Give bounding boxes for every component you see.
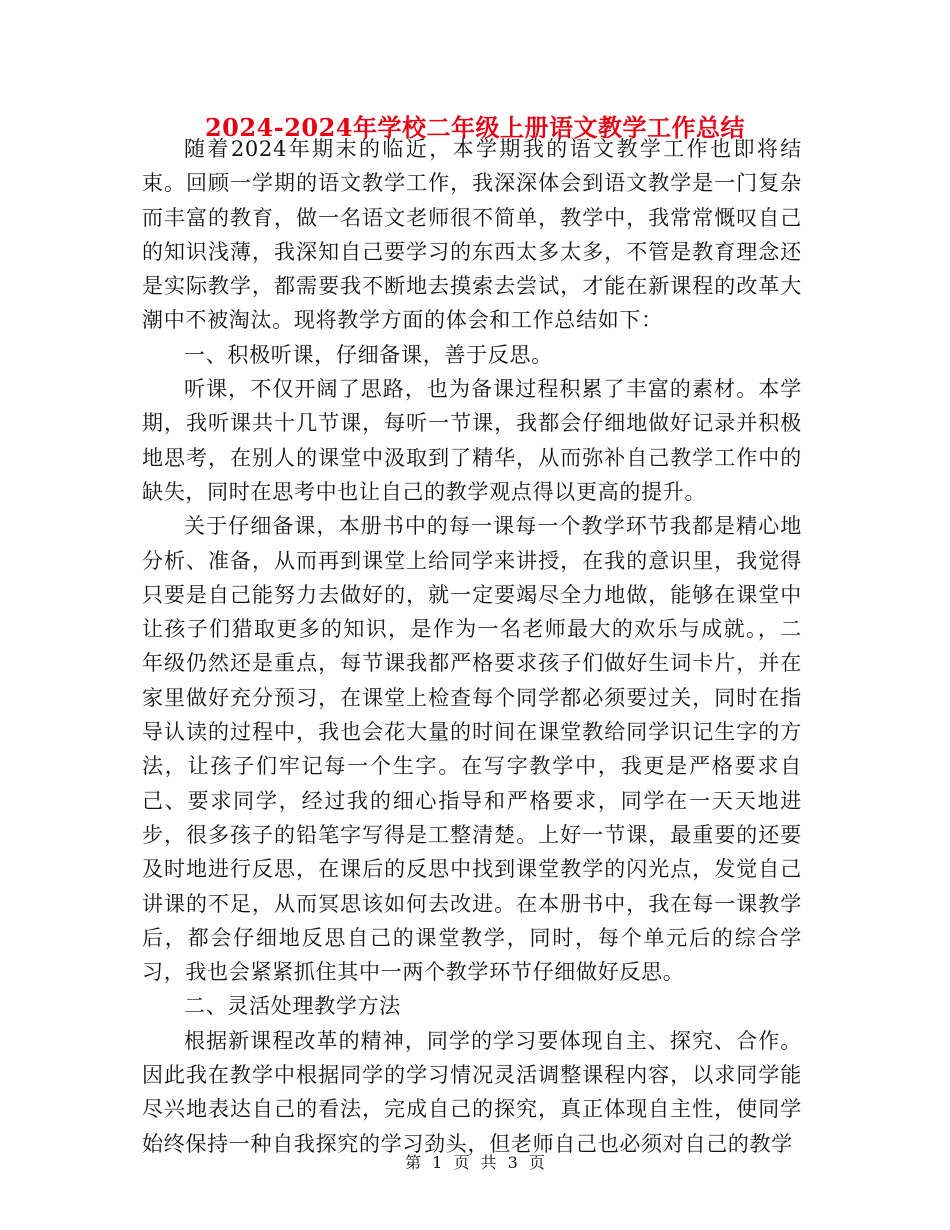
paragraph-intro: 随着2024年期末的临近，本学期我的语文教学工作也即将结束。回顾一学期的语文教学工作，我深深体会到语文教学是一门复杂而丰富的教育，做一名语文老师很不简单，教学中，我常常慨叹自己的知识浅薄，我深知自己要学习的东西太多太多，不管是教育理念还是实际教学，都需要我不断地去摸索去尝试，才能在新课程的改革大潮中不被淘汰。现将教学方面的体会和工作总结如下：	[142, 137, 802, 333]
section-heading-1: 一、积极听课，仔细备课，善于反思。	[184, 342, 553, 367]
section-heading-2: 二、灵活处理教学方法	[184, 994, 401, 1019]
document-title: 2024-2024年学校二年级上册语文教学工作总结	[204, 113, 746, 142]
paragraph-preparation: 关于仔细备课，本册书中的每一课每一个教学环节我都是精心地分析、准备，从而再到课堂上给同学来讲授，在我的意识里，我觉得只要是自己能努力去做好的，就一定要竭尽全力地做，能够在课堂中让孩子们猎取更多的知识，是作为一名老师最大的欢乐与成就。，二年级仍然还是重点，每节课我都严格要求孩子们做好生词卡片，并在家里做好充分预习，在课堂上检查每个同学都必须要过关，同时在指导认读的过程中，我也会花大量的时间在课堂教给同学识记生字的方法，让孩子们牢记每一个生字。在写字教学中，我更是严格要求自己、要求同学，经过我的细心指导和严格要求，同学在一天天地进步，很多孩子的铅笔字写得是工整清楚。上好一节课，最重要的还要及时地进行反思，在课后的反思中找到课堂教学的闪光点，发觉自己讲课的不足，从而冥思该如何去改进。在本册书中，我在每一课教学后，都会仔细地反思自己的课堂教学，同时，每个单元后的综合学习，我也会紧紧抓住其中一两个教学环节仔细做好反思。	[142, 514, 802, 985]
page-footer: 第 1 页 共 3 页	[405, 1153, 545, 1172]
paragraph-listening: 听课，不仅开阔了思路，也为备课过程积累了丰富的素材。本学期，我听课共十几节课，每听一节课，我都会仔细地做好记录并积极地思考，在别人的课堂中汲取到了精华，从而弥补自己教学工作中的缺失，同时在思考中也让自己的教学观点得以更高的提升。	[142, 377, 802, 504]
document-body	[142, 132, 802, 1161]
paragraph-methods: 根据新课程改革的精神，同学的学习要体现自主、探究、合作。因此我在教学中根据同学的学习情况灵活调整课程内容，以求同学能尽兴地表达自己的看法，完成自己的探究，真正体现自主性，使同学始终保持一种自我探究的学习劲头，但老师自己也必须对自己的教学	[142, 1028, 802, 1156]
